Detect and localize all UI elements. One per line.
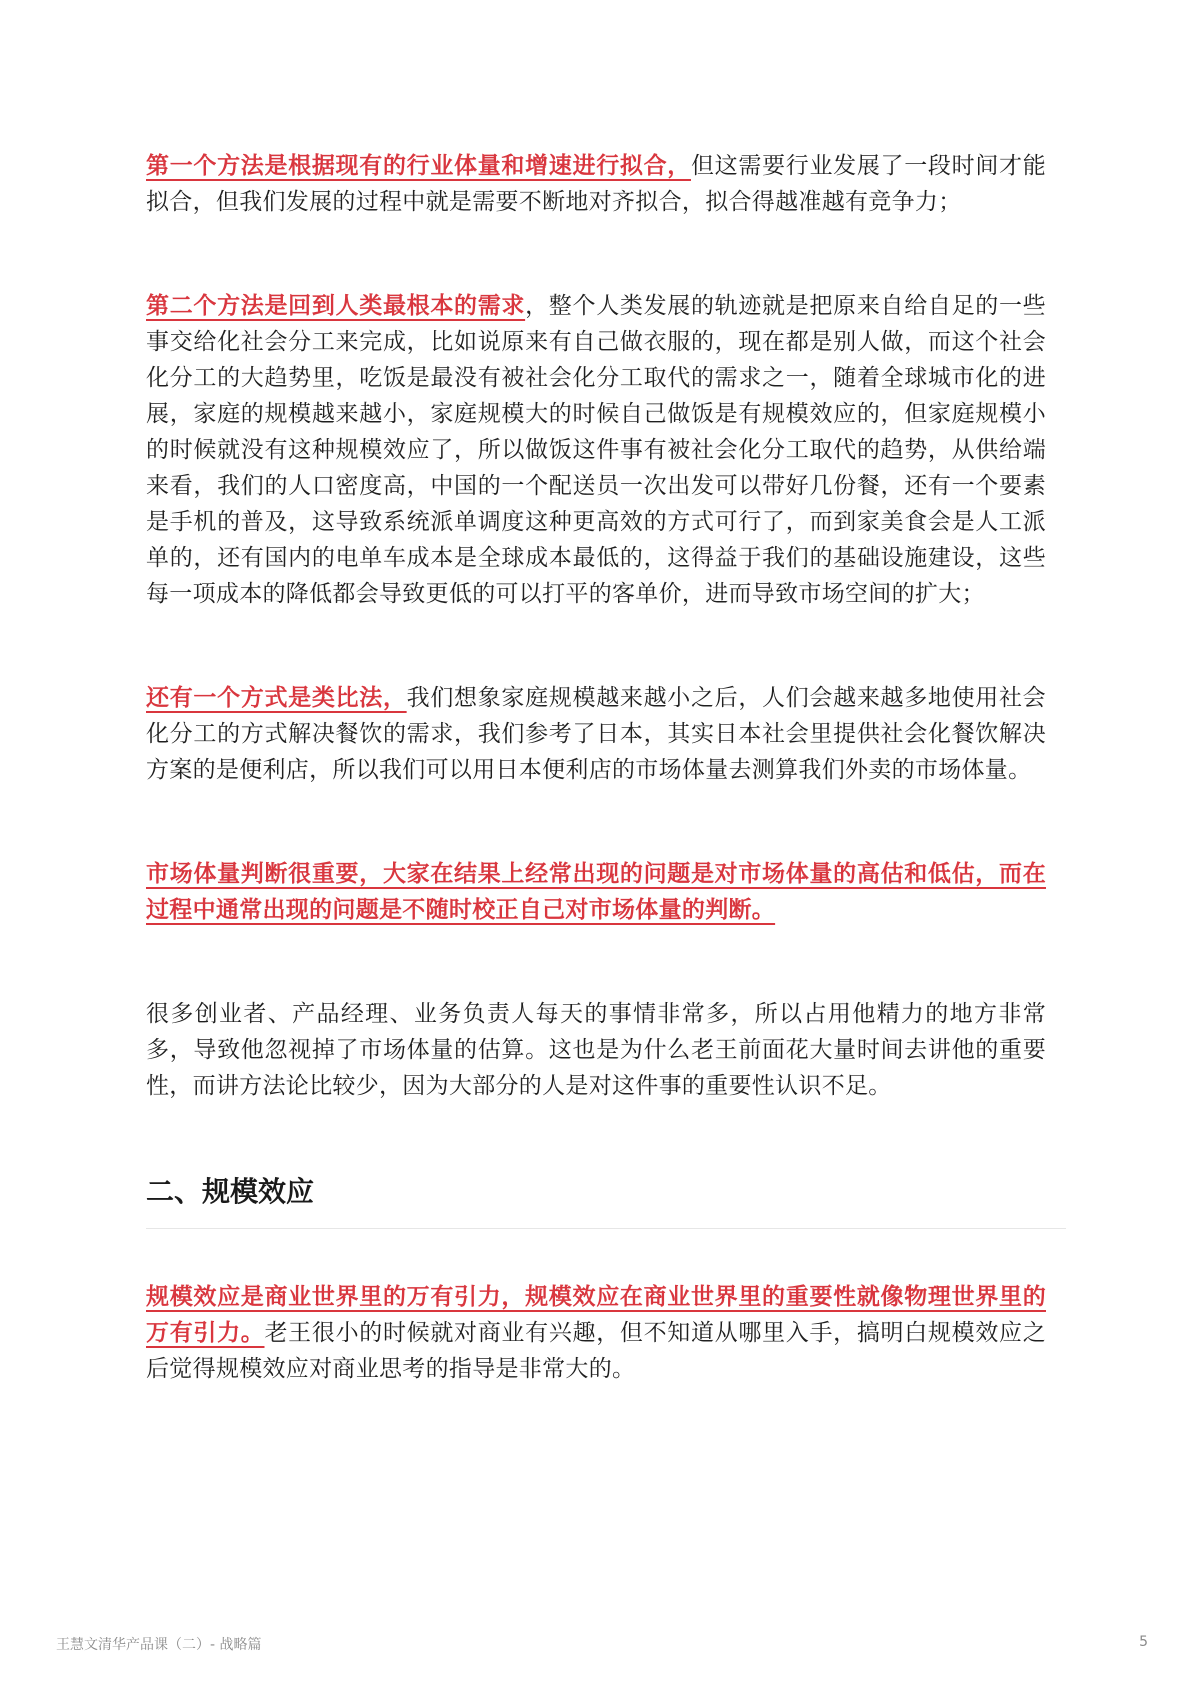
page-content [146, 148, 1046, 1387]
body-text: 老王很小的时候就对商业有兴趣，但不知道从哪里入手，搞明白规模效应之后觉得规模效应对商业思考的指导是非常大的。 [146, 1320, 1047, 1382]
footer-title: 王慧文清华产品课（二）- 战略篇 [56, 1637, 262, 1653]
paragraph-method-2 [146, 288, 1046, 612]
paragraph-key-point [146, 856, 1046, 928]
page-number: 5 [1139, 1634, 1148, 1650]
highlighted-text: 规模效应是商业世界里的万有引力，规模效应在商业世界里的重要性就像物理世界里的万有引力。 [146, 1284, 1046, 1346]
highlighted-text: 还有一个方式是类比法， [146, 685, 407, 711]
section-heading: 二、规模效应 [146, 1172, 1066, 1229]
paragraph-method-3 [146, 680, 1046, 788]
paragraph-founders [146, 996, 1046, 1104]
highlighted-text: 第一个方法是根据现有的行业体量和增速进行拟合， [146, 153, 691, 179]
paragraph-method-1 [146, 148, 1046, 220]
highlighted-text: 第二个方法是回到人类最根本的需求 [146, 293, 526, 319]
highlighted-text: 市场体量判断很重要，大家在结果上经常出现的问题是对市场体量的高估和低估，而在过程中通常出现的问题是不随时校正自己对市场体量的判断。 [146, 861, 1046, 923]
body-text: 我们想象家庭规模越来越小之后，人们会越来越多地使用社会化分工的方式解决餐饮的需求，我们参考了日本，其实日本社会里提供社会化餐饮解决方案的是便利店，所以我们可以用日本便利店的市场体量去测算我们外卖的市场体量。 [146, 685, 1046, 783]
body-text: 很多创业者、产品经理、业务负责人每天的事情非常多，所以占用他精力的地方非常多，导致他忽视掉了市场体量的估算。这也是为什么老王前面花大量时间去讲他的重要性，而讲方法论比较少，因为大部分的人是对这件事的重要性认识不足。 [146, 1001, 1046, 1099]
paragraph-scale-effect [146, 1279, 1046, 1387]
body-text: 但这需要行业发展了一段时间才能拟合，但我们发展的过程中就是需要不断地对齐拟合，拟合得越准越有竞争力； [146, 153, 1047, 215]
body-text: ，整个人类发展的轨迹就是把原来自给自足的一些事交给化社会分工来完成，比如说原来有自己做衣服的，现在都是别人做，而这个社会化分工的大趋势里，吃饭是最没有被社会化分工取代的需求之一，随着全球城市化的进展，家庭的规模越来越小，家庭规模大的时候自己做饭是有规模效应的，但家庭规模小的时候就没有这种规模效应了，所以做饭这件事有被社会化分工取代的趋势，从供给端来看，我们的人口密度高，中国的一个配送员一次出发可以带好几份餐，还有一个要素是手机的普及，这导致系统派单调度这种更高效的方式可行了，而到家美食会是人工派单的，还有国内的电单车成本是全球成本最低的，这得益于我们的基础设施建设，这些每一项成本的降低都会导致更低的可以打平的客单价，进而导致市场空间的扩大； [146, 293, 1046, 607]
